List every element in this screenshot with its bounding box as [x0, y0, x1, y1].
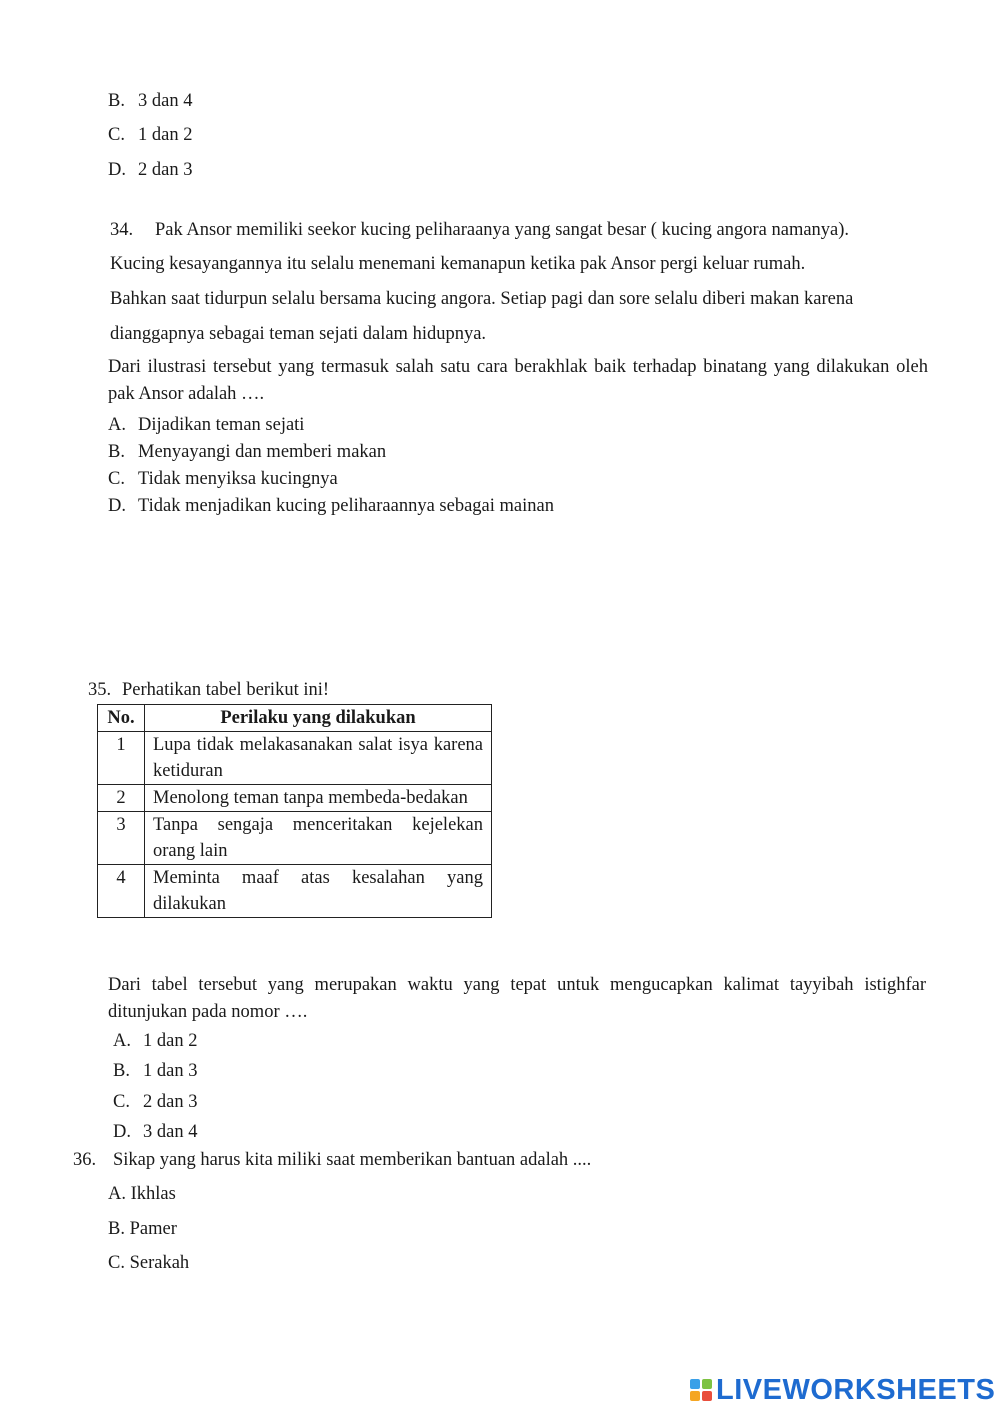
- row-behavior: Menolong teman tanpa membeda-bedakan: [145, 785, 492, 812]
- option-text: Tidak menyiksa kucingnya: [138, 469, 338, 489]
- option-text: 2 dan 3: [138, 160, 193, 180]
- option-text: 1 dan 2: [138, 125, 193, 145]
- q36-question: [73, 1149, 591, 1171]
- q36-option-b[interactable]: [108, 1218, 177, 1240]
- q34-option-a[interactable]: [108, 414, 304, 436]
- option-label: B.: [108, 91, 125, 111]
- q34-story-line-2: Kucing kesayangannya itu selalu menemani kemanapun ketika pak Ansor pergi keluar rumah.: [110, 254, 806, 274]
- option-text: 3 dan 4: [138, 91, 193, 111]
- option-label: A.: [108, 415, 126, 435]
- option-text: 3 dan 4: [143, 1122, 198, 1142]
- q33-option-b[interactable]: [108, 90, 192, 112]
- row-number: 4: [98, 865, 145, 918]
- option-label: B.: [108, 1219, 125, 1239]
- option-label: C.: [108, 469, 125, 489]
- row-number: 2: [98, 785, 145, 812]
- logo-tile-icon: [702, 1379, 712, 1389]
- option-text: Ikhlas: [130, 1184, 176, 1204]
- option-label: D.: [113, 1122, 131, 1142]
- logo-tile-icon: [690, 1379, 700, 1389]
- q34-option-c[interactable]: [108, 468, 338, 490]
- table-row: [98, 732, 492, 785]
- option-text: Tidak menjadikan kucing peliharaannya sebagai mainan: [138, 496, 554, 516]
- header-no: No.: [98, 705, 145, 732]
- option-label: C.: [108, 125, 125, 145]
- option-text: Pamer: [129, 1219, 177, 1239]
- q33-option-d[interactable]: [108, 159, 192, 181]
- option-text: Serakah: [129, 1253, 190, 1273]
- option-label: A.: [108, 1184, 126, 1204]
- question-number: 36.: [73, 1150, 97, 1170]
- q35-option-c[interactable]: [113, 1091, 197, 1113]
- q36-option-a[interactable]: [108, 1183, 176, 1205]
- q35-option-b[interactable]: [113, 1060, 197, 1082]
- row-behavior: Tanpa sengaja menceritakan kejelekan orang lain: [145, 812, 492, 865]
- behavior-table: [97, 704, 492, 918]
- option-text: 1 dan 2: [143, 1031, 198, 1051]
- q35-option-d[interactable]: [113, 1121, 197, 1143]
- header-behavior: Perilaku yang dilakukan: [145, 705, 492, 732]
- option-text: 1 dan 3: [143, 1061, 198, 1081]
- q35-question: Dari tabel tersebut yang merupakan waktu yang tepat untuk mengucapkan kalimat tayyibah istighfar ditunjukan pada nomor ….: [108, 975, 926, 1022]
- liveworksheets-logo-icon: [690, 1379, 712, 1401]
- question-number: 35.: [88, 680, 112, 700]
- logo-tile-icon: [702, 1391, 712, 1401]
- logo-text: LIVEWORKSHEETS: [716, 1373, 996, 1406]
- q36-option-c[interactable]: [108, 1252, 189, 1274]
- row-number: 1: [98, 732, 145, 785]
- q35-intro: [88, 679, 329, 701]
- q35-option-a[interactable]: [113, 1030, 197, 1052]
- option-label: B.: [113, 1061, 130, 1081]
- row-behavior: Meminta maaf atas kesalahan yang dilakukan: [145, 865, 492, 918]
- story-text: Pak Ansor memiliki seekor kucing peliharaanya yang sangat besar ( kucing angora namanya).: [155, 220, 850, 240]
- option-text: Menyayangi dan memberi makan: [138, 442, 387, 462]
- q34-option-b[interactable]: [108, 441, 386, 463]
- liveworksheets-logo: [690, 1374, 995, 1406]
- option-label: C.: [113, 1092, 130, 1112]
- table-row: [98, 865, 492, 918]
- question-text: Sikap yang harus kita miliki saat memberikan bantuan adalah ....: [113, 1150, 592, 1170]
- option-label: B.: [108, 442, 125, 462]
- table-header-row: [98, 705, 492, 732]
- intro-text: Perhatikan tabel berikut ini!: [122, 680, 330, 700]
- q34-story-line-4: dianggapnya sebagai teman sejati dalam hidupnya.: [110, 324, 487, 344]
- option-text: Dijadikan teman sejati: [138, 415, 305, 435]
- q34-story-line-1: [110, 219, 849, 241]
- q34-story-line-3: Bahkan saat tidurpun selalu bersama kucing angora. Setiap pagi dan sore selalu diberi makan karena: [110, 289, 854, 309]
- row-behavior: Lupa tidak melakasanakan salat isya karena ketiduran: [145, 732, 492, 785]
- question-number: 34.: [110, 220, 134, 240]
- option-text: 2 dan 3: [143, 1092, 198, 1112]
- table-row: [98, 785, 492, 812]
- q34-question: Dari ilustrasi tersebut yang termasuk salah satu cara berakhlak baik terhadap binatang yang dilakukan oleh pak Ansor adalah ….: [108, 357, 928, 404]
- option-label: C.: [108, 1253, 125, 1273]
- row-number: 3: [98, 812, 145, 865]
- option-label: A.: [113, 1031, 131, 1051]
- option-label: D.: [108, 496, 126, 516]
- q33-option-c[interactable]: [108, 124, 192, 146]
- option-label: D.: [108, 160, 126, 180]
- table-row: [98, 812, 492, 865]
- q34-option-d[interactable]: [108, 495, 554, 517]
- logo-tile-icon: [690, 1391, 700, 1401]
